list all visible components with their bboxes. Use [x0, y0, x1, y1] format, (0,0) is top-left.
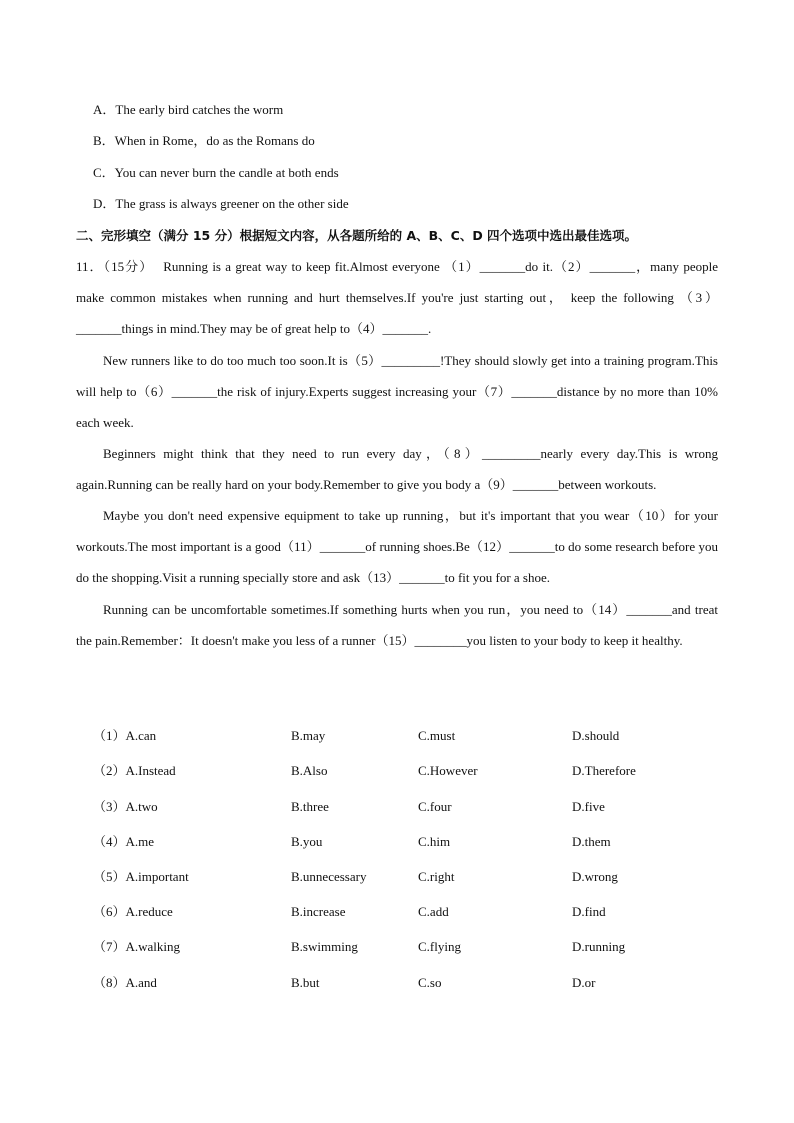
- choice-c: C.flying: [418, 939, 461, 954]
- choice-a: （8）A.and: [93, 975, 157, 990]
- passage-paragraph-4: Maybe you don't need expensive equipment to take up running，but it's important that you wear（10）for your workouts.The most important is a good（11）_______of running shoes.Be（12）_______to do some research before you do the shopping.Visit a running specially store and ask（13）_______to fit you for a shoe.: [76, 508, 718, 586]
- choice-a: （2）A.Instead: [93, 763, 176, 778]
- choice-b: B.Also: [291, 763, 328, 778]
- choice-a: （1）A.can: [93, 728, 157, 743]
- choice-b: B.increase: [291, 904, 346, 919]
- prev-option-a: A．The early bird catches the worm: [93, 102, 284, 117]
- prev-option-b: B．When in Rome，do as the Romans do: [93, 133, 315, 148]
- choice-row: [93, 798, 733, 816]
- choice-d: D.find: [572, 904, 606, 919]
- choice-d: D.wrong: [572, 869, 618, 884]
- passage-paragraph-3: Beginners might think that they need to run every day，（8）_________nearly every day.This is wrong again.Running can be really hard on your body.Remember to give you body a（9）_______between workouts.: [76, 446, 718, 493]
- choice-d: D.should: [572, 728, 620, 743]
- choice-b: B.may: [291, 728, 326, 743]
- choice-c: C.right: [418, 869, 455, 884]
- question-number: 11．（15分）: [76, 259, 154, 274]
- choice-a: （3）A.two: [93, 799, 158, 814]
- choice-a: （6）A.reduce: [93, 904, 173, 919]
- question-11-para-1: [76, 251, 718, 345]
- choice-b: B.swimming: [291, 939, 358, 954]
- choice-c: C.four: [418, 799, 452, 814]
- choice-row: [93, 903, 733, 921]
- choice-row: [93, 727, 733, 745]
- section-heading: 二、完形填空（满分 15 分）根据短文内容，从各题所给的 A、B、C、D 四个选项中选出最佳选项。: [76, 228, 638, 243]
- choice-c: C.him: [418, 834, 451, 849]
- choice-c: C.must: [418, 728, 456, 743]
- choice-d: D.five: [572, 799, 605, 814]
- passage-paragraph-1: Running is a great way to keep fit.Almost everyone （1）_______do it.（2）_______，many people make common mistakes when running and hurt themselves.If you're just starting out， keep the following （3）_______things in mind.They may be of great help to（4）_______.: [76, 259, 718, 337]
- prev-option-d: D．The grass is always greener on the other side: [93, 196, 349, 211]
- choice-c: C.add: [418, 904, 449, 919]
- choice-d: D.them: [572, 834, 611, 849]
- choice-c: C.However: [418, 763, 478, 778]
- choice-d: D.or: [572, 975, 596, 990]
- choice-row: [93, 938, 733, 956]
- choice-row: [93, 833, 733, 851]
- choice-b: B.unnecessary: [291, 869, 367, 884]
- choice-a: （4）A.me: [93, 834, 155, 849]
- passage-paragraph-2: New runners like to do too much too soon.It is（5）_________!They should slowly get into a training program.This will help to（6）_______the risk of injury.Experts suggest increasing your（7）_______distance by no more than 10% each week.: [76, 353, 718, 431]
- choice-a: （7）A.walking: [93, 939, 181, 954]
- choice-d: D.running: [572, 939, 626, 954]
- choice-b: B.you: [291, 834, 323, 849]
- choice-row: [93, 762, 733, 780]
- choice-d: D.Therefore: [572, 763, 636, 778]
- choice-b: B.three: [291, 799, 329, 814]
- choice-row: [93, 868, 733, 886]
- passage-paragraph-5: Running can be uncomfortable sometimes.If something hurts when you run，you need to（14）_______and treat the pain.Remember：It doesn't make you less of a runner（15）________you listen to your body to keep it healthy.: [76, 602, 718, 649]
- choice-row: [93, 974, 733, 992]
- choice-c: C.so: [418, 975, 442, 990]
- prev-option-c: C．You can never burn the candle at both ends: [93, 165, 339, 180]
- choice-b: B.but: [291, 975, 320, 990]
- choice-a: （5）A.important: [93, 869, 189, 884]
